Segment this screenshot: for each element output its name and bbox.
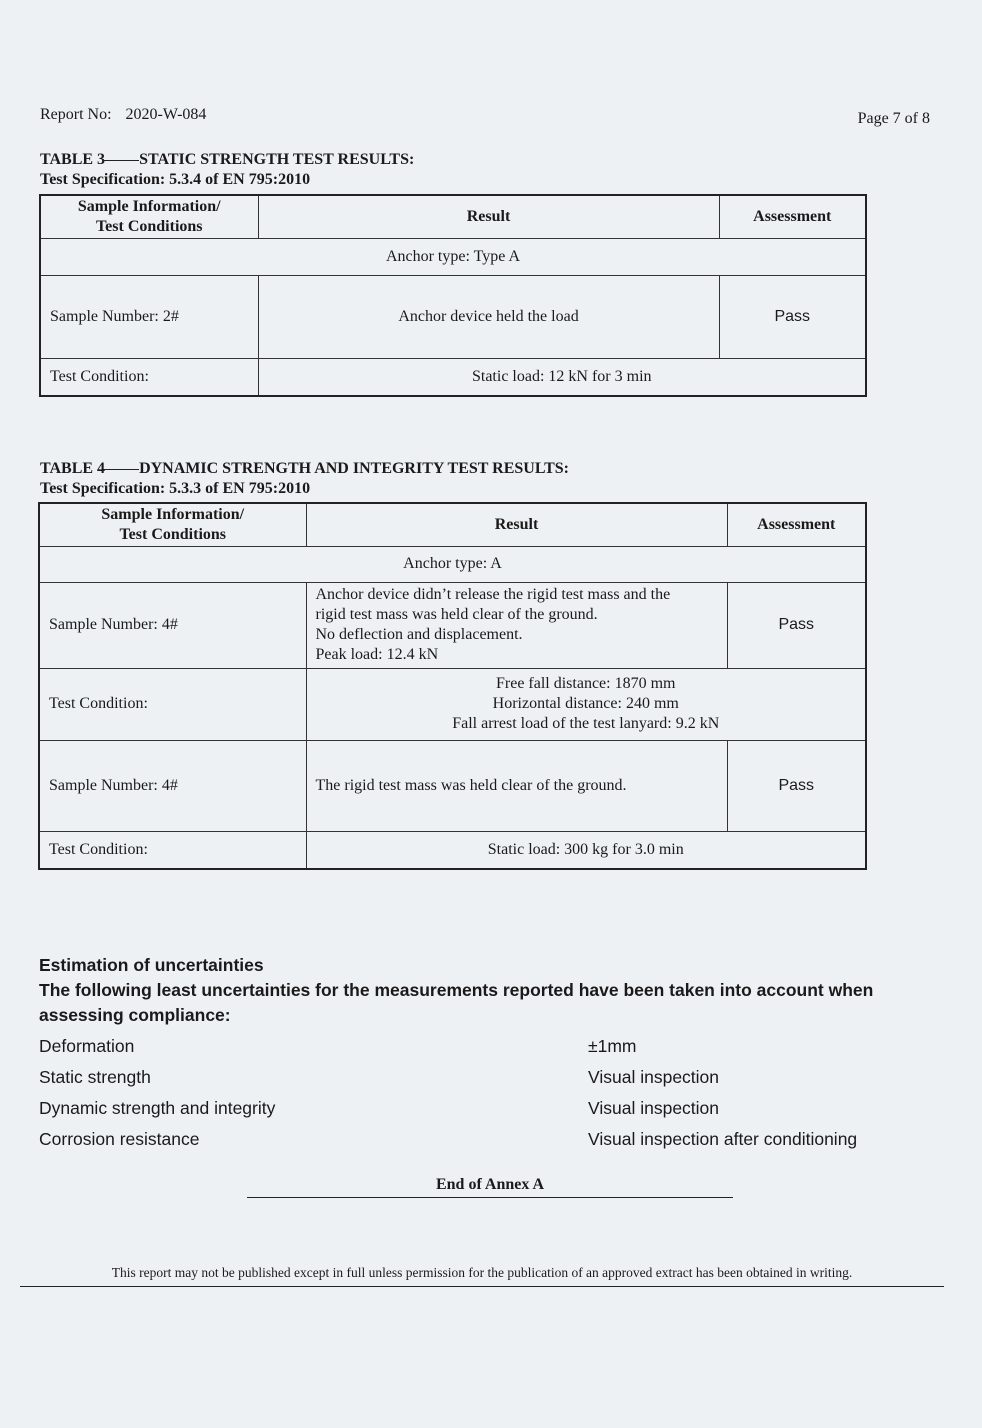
sample-number: Sample Number: 2# xyxy=(40,275,258,358)
table4-spec: Test Specification: 5.3.3 of EN 795:2010 xyxy=(40,480,311,497)
table4-condition-row xyxy=(39,668,866,740)
condition-line: Free fall distance: 1870 mm xyxy=(495,675,676,692)
table4-title-block xyxy=(40,459,569,499)
sample-number: Sample Number: 4# xyxy=(39,740,306,831)
table3 xyxy=(39,194,867,397)
anchor-type: Anchor type: Type A xyxy=(40,238,866,275)
report-number-label: Report No: xyxy=(40,106,112,123)
assessment-cell: Pass xyxy=(727,582,866,668)
table4-header-row xyxy=(39,503,866,546)
table-row xyxy=(39,740,866,831)
title-dash xyxy=(103,469,139,470)
table3-condition-row xyxy=(40,358,866,396)
table3-title-prefix: TABLE 3 xyxy=(40,151,106,168)
result-line: rigid test mass was held clear of the ground. xyxy=(315,606,598,623)
uncertainty-name: Corrosion resistance xyxy=(39,1129,200,1149)
table4-title xyxy=(40,459,569,479)
uncertainty-name: Dynamic strength and integrity xyxy=(39,1098,276,1118)
uncertainty-value: ±1mm xyxy=(588,1036,637,1056)
condition-line: Horizontal distance: 240 mm xyxy=(492,695,679,712)
header-sample-info xyxy=(40,195,258,238)
table4-title-prefix: TABLE 4 xyxy=(40,460,106,477)
sample-number: Sample Number: 4# xyxy=(39,582,306,668)
report-number-line xyxy=(40,106,206,124)
uncertainty-name: Deformation xyxy=(39,1036,135,1056)
table4-anchor-row xyxy=(39,546,866,582)
header-assessment: Assessment xyxy=(719,195,866,238)
uncertainty-name: Static strength xyxy=(39,1067,151,1087)
title-dash xyxy=(103,160,139,161)
uncertainty-value: Visual inspection xyxy=(588,1098,720,1118)
table-row xyxy=(39,582,866,668)
test-condition-label: Test Condition: xyxy=(39,668,306,740)
result-line: Peak load: 12.4 kN xyxy=(315,646,439,663)
test-condition-label: Test Condition: xyxy=(40,358,258,396)
header-sample-line2: Test Conditions xyxy=(95,217,203,235)
test-condition-label: Test Condition: xyxy=(39,831,306,869)
uncertainty-value: Visual inspection after conditioning xyxy=(588,1129,858,1149)
assessment-cell: Pass xyxy=(719,275,866,358)
table3-title-text: STATIC STRENGTH TEST RESULTS: xyxy=(139,151,415,168)
assessment-cell: Pass xyxy=(727,740,866,831)
uncertainties-section xyxy=(39,953,939,1028)
result-line: Anchor device didn’t release the rigid test mass and the xyxy=(315,586,671,603)
header-sample-line2: Test Conditions xyxy=(119,525,227,543)
test-condition-value xyxy=(306,668,866,740)
header-assessment: Assessment xyxy=(727,503,866,546)
result-cell xyxy=(306,582,727,668)
table3-title xyxy=(40,150,414,170)
table3-spec: Test Specification: 5.3.4 of EN 795:2010 xyxy=(40,171,311,188)
footer-disclaimer: This report may not be published except in full unless permission for the publication of an approved extract has been obtained in writing. xyxy=(20,1265,944,1287)
anchor-type: Anchor type: A xyxy=(39,546,866,582)
header-sample-line1: Sample Information/ xyxy=(77,197,221,215)
header-sample-line1: Sample Information/ xyxy=(101,505,245,523)
header-result: Result xyxy=(258,195,719,238)
result-cell: Anchor device held the load xyxy=(258,275,719,358)
uncertainty-value: Visual inspection xyxy=(588,1067,720,1087)
header-sample-info xyxy=(39,503,306,546)
test-condition-value: Static load: 12 kN for 3 min xyxy=(258,358,866,396)
uncertainties-heading: Estimation of uncertainties xyxy=(39,955,264,975)
report-number-value: 2020-W-084 xyxy=(125,106,207,123)
uncertainty-item xyxy=(39,1067,939,1088)
uncertainty-item xyxy=(39,1036,939,1057)
uncertainty-item xyxy=(39,1129,939,1150)
table-row xyxy=(40,275,866,358)
table3-header-row xyxy=(40,195,866,238)
page-number: Page 7 of 8 xyxy=(857,110,930,127)
table4 xyxy=(38,502,867,870)
table3-anchor-row xyxy=(40,238,866,275)
end-of-annex: End of Annex A xyxy=(247,1176,733,1198)
table3-title-block xyxy=(40,150,414,190)
test-condition-value: Static load: 300 kg for 3.0 min xyxy=(306,831,866,869)
uncertainties-intro: The following least uncertainties for the measurements reported have been taken into account when assessing compliance: xyxy=(39,980,874,1025)
condition-line: Fall arrest load of the test lanyard: 9.2 kN xyxy=(452,715,720,732)
uncertainty-item xyxy=(39,1098,939,1119)
table4-title-text: DYNAMIC STRENGTH AND INTEGRITY TEST RESULTS: xyxy=(139,460,569,477)
result-line: No deflection and displacement. xyxy=(315,626,523,643)
header-result: Result xyxy=(306,503,727,546)
result-cell: The rigid test mass was held clear of the ground. xyxy=(306,740,727,831)
table4-condition-row xyxy=(39,831,866,869)
